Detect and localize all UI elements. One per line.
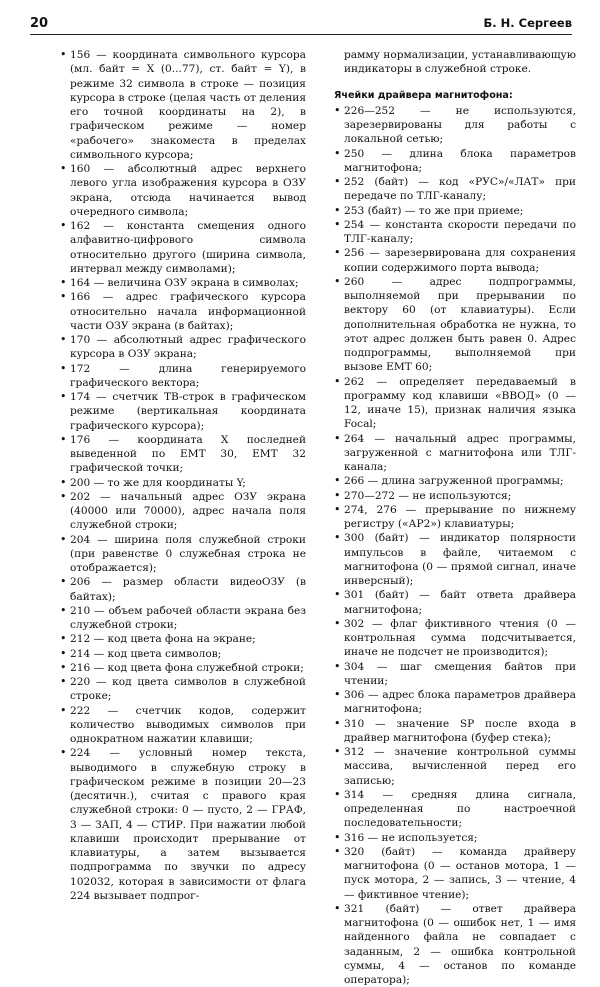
bullet-icon: • [60,361,67,375]
bullet-icon: • [334,431,341,445]
bullet-icon: • [334,616,341,630]
bullet-icon: • [334,901,341,915]
bullet-icon: • [60,390,67,403]
list-item-text: 264 — начальный адрес программы, загруженной с магнитофона или ТЛГ-канала; [344,432,576,473]
right-item-list [334,104,576,987]
bullet-icon: • [334,175,341,188]
list-item-text: 222 — счетчик кодов, содержит количество выводимых символов при однократном нажатии клавиши; [70,704,306,745]
list-item-text: 206 — размер области видеоОЗУ (в байтах); [70,576,306,603]
section-title: Ячейки драйвера магнитофона: [334,89,513,101]
list-item [334,745,576,788]
bullet-icon: • [60,489,67,503]
list-item [334,845,576,902]
page-header [30,16,572,35]
list-item-text: 160 — абсолютный адрес верхнего левого угла изображения курсора в ОЗУ экрана, отсюда начинается вывод очередного символа; [70,163,306,218]
list-item [334,902,576,987]
bullet-icon: • [60,48,67,61]
bullet-icon: • [334,246,341,260]
list-item-text: 156 — координата символьного курсора (мл. байт = X (0...77), ст. байт = Y), в режиме 32 символа в строке — позиция курсора в строке (целая часть от деления его точной координаты на 2), в графическом режиме — номер «рабочего» знакоместа в пределах символьного курсора; [70,49,306,161]
bullet-icon: • [334,146,341,160]
list-item-text: 270—272 — не используются; [344,489,512,502]
page-number: 20 [30,16,49,31]
bullet-icon: • [60,333,67,346]
list-item-text: 260 — адрес подпрограммы, выполняемой при прерывании по вектору 60 (от клавиатуры). Если дополнительная обработка не нужна, то этот адрес должен быть равен 0. Адрес подпрограммы, выполняемой при вызове EMT 60; [344,275,576,374]
list-item [60,533,306,576]
bullet-icon: • [60,646,67,660]
list-item [334,531,576,588]
bullet-icon: • [60,746,67,760]
list-item [334,474,576,488]
list-item-text: 216 — код цвета фона служебной строки; [70,661,304,674]
list-item [60,390,306,433]
list-item-text: 302 — флаг фиктивного чтения (0 — контрольная сумма подсчитывается, иначе не подсчет не производится); [344,617,576,659]
bullet-icon: • [60,632,67,646]
list-item [60,290,306,333]
bullet-icon: • [334,474,341,488]
list-item-text: 170 — абсолютный адрес графического курсора в ОЗУ экрана; [70,334,306,361]
list-item [60,704,306,747]
list-item [334,788,576,831]
list-item [60,647,306,661]
list-item-text: 172 — длина генерируемого графического вектора; [70,362,306,389]
bullet-icon: • [334,830,341,844]
list-item-text: 304 — шаг смещения байтов при чтении; [344,660,576,687]
list-item-text: 312 — значение контрольной суммы массива, вычисленной перед его записью; [344,746,576,787]
list-item-text: 202 — начальный адрес ОЗУ экрана (40000 или 70000), адрес начала поля служебной строки; [70,490,306,532]
list-item-text: 214 — код цвета символов; [70,647,222,660]
bullet-icon: • [334,274,341,288]
list-item [334,147,576,176]
bullet-icon: • [334,502,341,516]
list-item-text: 262 — определяет передаваемый в программу код клавиши «ВВОД» (0 — 12, иначе 15), признак наличия языка Focal; [344,375,576,431]
bullet-icon: • [60,162,67,175]
bullet-icon: • [60,660,67,674]
list-item-text: 301 (байт) — байт ответа драйвера магнитофона; [344,589,576,616]
list-item [60,575,306,604]
bullet-icon: • [60,475,67,489]
list-item-text: 314 — средняя длина сигнала, определенная по настроечной последовательности; [344,788,576,830]
list-item-text: 176 — координата X последней выведенной по EMT 30, EMT 32 графической точки; [70,433,306,475]
bullet-icon: • [334,745,341,758]
list-item [334,831,576,845]
bullet-icon: • [60,675,67,688]
bullet-icon: • [334,103,341,117]
bullet-icon: • [334,488,341,502]
list-item-text: 220 — код цвета символов в служебной строке; [70,676,306,703]
bullet-icon: • [334,217,341,231]
bullet-icon: • [334,716,341,730]
list-item [334,688,576,717]
list-item [60,476,306,490]
left-column [60,48,306,903]
list-item [60,48,306,162]
list-item [60,333,306,362]
list-item [60,490,306,533]
list-item-text: 226—252 — не используются, зарезервированы для работы с локальной сетью; [344,104,576,146]
list-item-text: 316 — не используется; [344,831,478,844]
list-item-text: 210 — объем рабочей области экрана без служебной строки; [70,604,306,631]
list-item-text: 274, 276 — прерывание по нижнему регистру («АР2») клавиатуры; [344,503,576,530]
list-item-text: 224 — условный номер текста, выводимого в служебную строку в графическом режиме в позиции 20—23 (десятичн.), считая с правого края служебной строки: 0 — пусто, 2 — ГРАФ, 3 — ЗАП, 4 — СТИР. При нажатии любой клавиши происходит прерывание от клавиатуры, а затем вызывается подпрограмма по звучки по адресу 102032, которая в зависимости от флага 224 вызывает подпрог- [70,747,306,902]
bullet-icon: • [334,203,341,217]
list-item [60,661,306,675]
list-item-text: 174 — счетчик ТВ-строк в графическом режиме (вертикальная координата графического курсора); [70,391,306,432]
list-item [334,218,576,247]
bullet-icon: • [60,703,67,717]
list-item-text: 306 — адрес блока параметров драйвера магнитофона; [344,689,576,716]
bullet-icon: • [60,603,67,617]
bullet-icon: • [334,844,341,858]
list-item [60,632,306,646]
list-item-text: 164 — величина ОЗУ экрана в символах; [70,277,299,289]
list-item-text: 250 — длина блока параметров магнитофона; [344,147,576,174]
continuation-text: рамму нормализации, устанавливающую индикаторы в служебной строке. [344,49,576,76]
bullet-icon: • [334,787,341,801]
bullet-icon: • [60,432,67,446]
bullet-icon: • [334,688,341,701]
list-item [60,276,306,290]
list-item-text: 300 (байт) — индикатор полярности импульсов в файле, читаемом с магнитофона (0 — прямой сигнал, иначе инверсный); [344,532,576,587]
list-item [334,660,576,689]
list-item [334,104,576,147]
list-item-text: 252 (байт) — код «РУС»/«ЛАТ» при передаче по ТЛГ-каналу; [344,176,576,203]
list-item [334,503,576,532]
bullet-icon: • [60,575,67,589]
list-item-text: 204 — ширина поля служебной строки (при равенстве 0 служебная строка не отображается); [70,533,306,574]
list-item [60,675,306,704]
bullet-icon: • [60,219,67,232]
list-item [60,746,306,903]
bullet-icon: • [334,588,341,602]
list-item-text: 200 — то же для координаты Y; [70,476,246,489]
list-item-text: 320 (байт) — команда драйверу магнитофона (0 — останов мотора, 1 — пуск мотора, 2 — запись, 3 — чтение, 4 — фиктивное чтение); [344,845,576,901]
list-item-text: 253 (байт) — то же при приеме; [344,204,524,217]
list-item-text: 162 — константа смещения одного алфавитно-цифрового символа относительно другого (ширина символа, интервал между символами); [70,220,306,275]
list-item [60,433,306,476]
list-item [334,175,576,204]
right-column [334,48,576,987]
list-item [60,604,306,633]
bullet-icon: • [60,532,67,546]
list-item [334,489,576,503]
list-item-text: 310 — значение SP после входа в драйвер магнитофона (буфер стека); [344,717,576,744]
list-item [60,219,306,276]
list-item [60,362,306,391]
list-item-text: 321 (байт) — ответ драйвера магнитофона (0 — ошибок нет, 1 — имя найденного файла не совпадает с заданным, 2 — ошибка контрольной суммы, 4 — останов по команде оператора); [344,902,576,986]
list-item [60,162,306,219]
list-item [334,204,576,218]
list-item [334,617,576,660]
list-item-text: 166 — адрес графического курсора относительно начала информационной части ОЗУ экрана (в байтах); [70,291,306,332]
list-item [334,375,576,432]
bullet-icon: • [334,659,341,673]
list-item [334,246,576,275]
list-item-text: 212 — код цвета фона на экране; [70,633,256,646]
list-item [334,588,576,617]
bullet-icon: • [60,290,67,304]
bullet-icon: • [60,276,67,289]
list-item-text: 254 — константа скорости передачи по ТЛГ-каналу; [344,218,576,245]
list-item [334,275,576,375]
running-head-author: Б. Н. Сергеев [483,16,572,30]
list-item-text: 266 — длина загруженной программы; [344,475,564,488]
bullet-icon: • [334,531,341,545]
list-item [334,717,576,746]
bullet-icon: • [334,374,341,388]
list-item-text: 256 — зарезервирована для сохранения копии содержимого порта вывода; [344,247,576,274]
list-item [334,432,576,475]
